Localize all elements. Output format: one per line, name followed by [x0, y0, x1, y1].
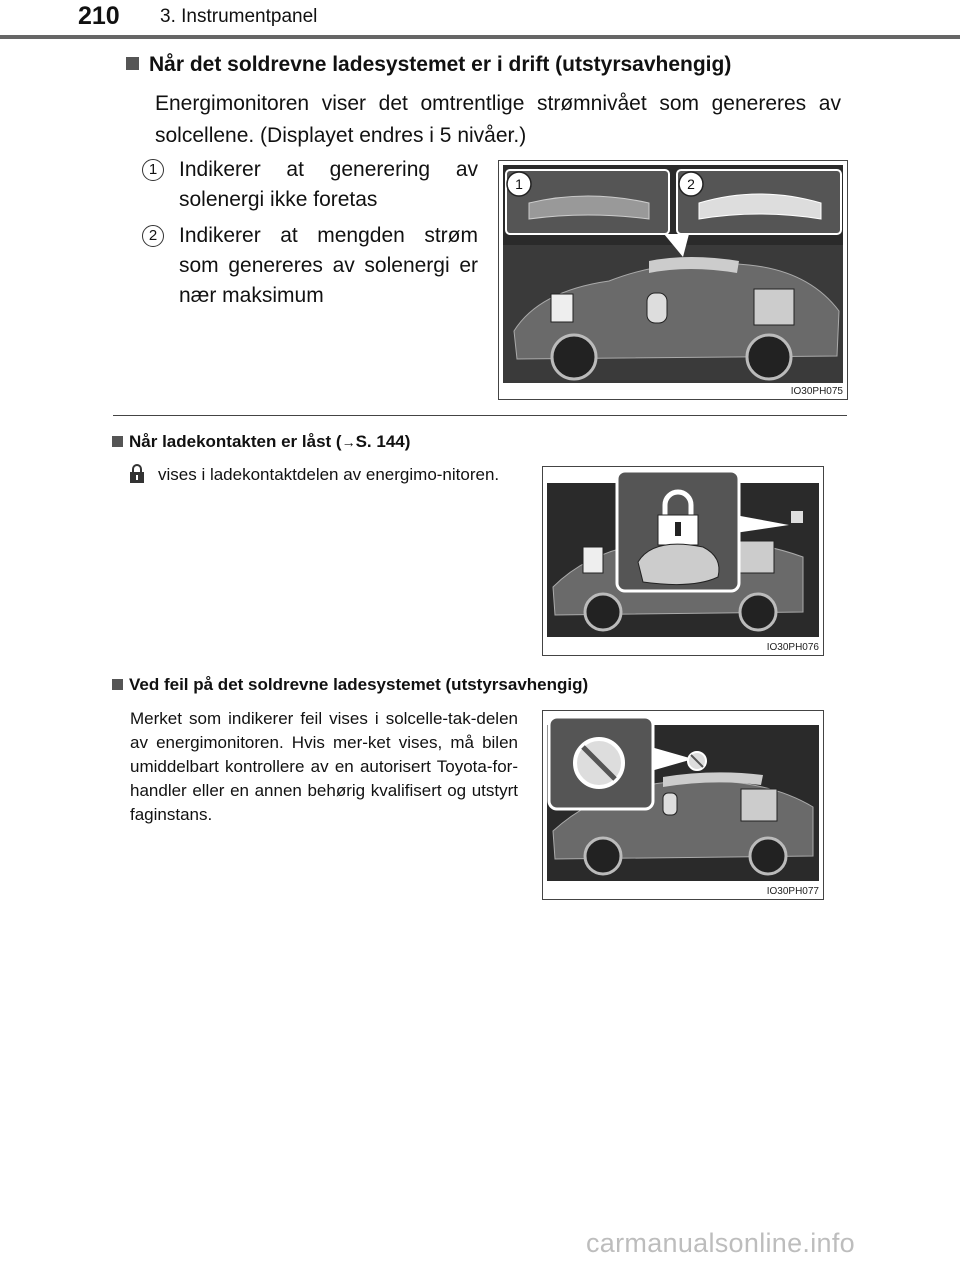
section-body-solar-fault: Merket som indikerer feil vises i solcelle-tak-delen av energimonitoren. Hvis mer-ket vises, må bilen umiddelbart kontrollere av en autorisert Toyota-for-handler eller en annen behørig kvalifisert og utstyrt faginstans. — [130, 709, 518, 824]
figure-code: IO30PH077 — [766, 886, 819, 897]
solar-fault-illustration — [543, 711, 823, 883]
section-body-solar-operation: Energimonitoren viser det omtrentlige strømnivået som genereres av solcellene. (Displayet endres i 5 nivåer.) — [155, 92, 841, 147]
list-item-text: Indikerer at mengden strøm som genereres av solenergi er nær maksimum — [179, 224, 478, 307]
callout-2: 2 — [687, 176, 695, 192]
callout-number: 2 — [142, 225, 164, 247]
page-number: 210 — [78, 2, 120, 30]
solar-monitor-illustration — [499, 161, 847, 385]
list-item — [142, 155, 478, 215]
callout-1: 1 — [515, 176, 523, 192]
figure-code: IO30PH075 — [790, 386, 843, 397]
locked-connector-illustration — [543, 467, 823, 639]
header-rule — [0, 35, 960, 39]
section-heading-solar-operation: Når det soldrevne ladesystemet er i drift (utstyrsavhengig) — [126, 53, 731, 77]
bullet-square-icon — [112, 679, 123, 690]
figure-code: IO30PH076 — [766, 642, 819, 653]
section-divider — [113, 415, 847, 416]
chapter-title: 3. Instrumentpanel — [160, 6, 318, 27]
section-body-locked-connector: vises i ladekontaktdelen av energimo-nitoren. — [130, 463, 518, 490]
watermark: carmanualsonline.info — [586, 1228, 855, 1258]
list-item-text: Indikerer at generering av solenergi ikke foretas — [179, 158, 478, 211]
section-heading-solar-fault: Ved feil på det soldrevne ladesystemet (utstyrsavhengig) — [112, 675, 588, 695]
callout-number: 1 — [142, 159, 164, 181]
bullet-square-icon — [112, 436, 123, 447]
figure-solar-monitor — [498, 160, 848, 400]
figure-solar-fault — [542, 710, 824, 900]
section-heading-locked-connector: Når ladekontakten er låst (→S. 144) — [112, 432, 410, 452]
figure-locked-connector — [542, 466, 824, 656]
bullet-square-icon — [126, 57, 139, 70]
lock-icon — [130, 464, 158, 490]
list-item — [142, 221, 478, 311]
reference-arrow-icon: → — [341, 434, 356, 450]
